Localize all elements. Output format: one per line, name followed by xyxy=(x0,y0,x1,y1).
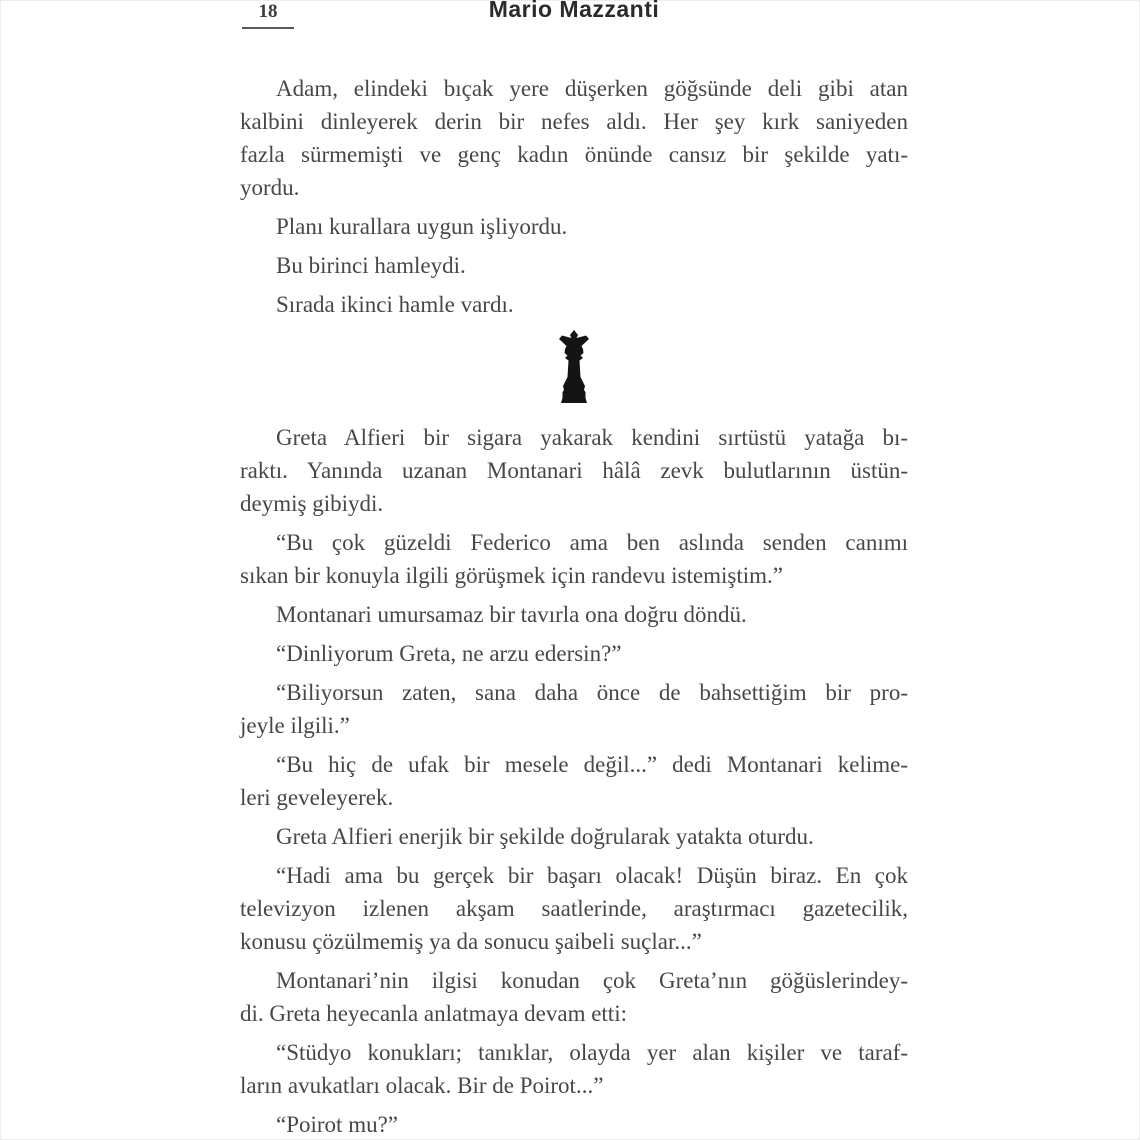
text-line: konusu çözülmemiş ya da sonucu şaibeli suçlar...” xyxy=(240,929,702,954)
text-line: sıkan bir konuyla ilgili görüşmek için randevu istemiştim.” xyxy=(240,563,783,588)
text-line: Bu birinci hamleydi. xyxy=(276,253,466,278)
paragraph xyxy=(240,526,908,592)
page-text xyxy=(240,72,908,1140)
text-line: fazla sürmemişti ve genç kadın önünde cansız bir şekilde yatı- xyxy=(240,142,908,167)
paragraph xyxy=(240,1108,908,1140)
text-line: raktı. Yanında uzanan Montanari hâlâ zevk bulutlarının üstün- xyxy=(240,458,908,483)
paragraph xyxy=(240,598,908,631)
paragraph xyxy=(240,964,908,1030)
paragraph xyxy=(240,748,908,814)
paragraph xyxy=(240,676,908,742)
text-line: “Stüdyo konukları; tanıklar, olayda yer alan kişiler ve taraf- xyxy=(276,1040,908,1065)
chess-queen-icon xyxy=(552,329,596,405)
text-line: “Poirot mu?” xyxy=(276,1112,398,1137)
section-break-ornament xyxy=(240,329,908,405)
text-line: deymiş gibiydi. xyxy=(240,491,384,516)
paragraph xyxy=(240,249,908,282)
text-line: jeyle ilgili.” xyxy=(240,713,350,738)
text-line: “Biliyorsun zaten, sana daha önce de bahsettiğim bir pro- xyxy=(276,680,908,705)
text-line: “Bu hiç de ufak bir mesele değil...” dedi Montanari kelime- xyxy=(276,752,908,777)
narrative-bottom xyxy=(240,421,908,1140)
text-line: yordu. xyxy=(240,175,300,200)
running-title: Mario Mazzanti xyxy=(488,0,660,22)
text-line: kalbini dinleyerek derin bir nefes aldı. Her şey kırk saniyeden xyxy=(240,109,908,134)
text-line: Greta Alfieri bir sigara yakarak kendini sırtüstü yatağa bı- xyxy=(276,425,908,450)
paragraph xyxy=(240,288,908,321)
page-number: 18 xyxy=(242,1,294,29)
text-line: Planı kurallara uygun işliyordu. xyxy=(276,214,568,239)
text-line: “Dinliyorum Greta, ne arzu edersin?” xyxy=(276,641,622,666)
text-line: di. Greta heyecanla anlatmaya devam etti: xyxy=(240,1001,627,1026)
text-line: Sırada ikinci hamle vardı. xyxy=(276,292,514,317)
text-line: Greta Alfieri enerjik bir şekilde doğrularak yatakta oturdu. xyxy=(276,824,814,849)
paragraph xyxy=(240,72,908,204)
text-line: televizyon izlenen akşam saatlerinde, araştırmacı gazetecilik, xyxy=(240,896,908,921)
text-line: “Hadi ama bu gerçek bir başarı olacak! Düşün biraz. En çok xyxy=(276,863,908,888)
text-line: Montanari umursamaz bir tavırla ona doğru döndü. xyxy=(276,602,747,627)
paragraph xyxy=(240,1036,908,1102)
paragraph xyxy=(240,859,908,958)
paragraph xyxy=(240,421,908,520)
text-line: ların avukatları olacak. Bir de Poirot...” xyxy=(240,1073,604,1098)
paragraph xyxy=(240,637,908,670)
paragraph xyxy=(240,820,908,853)
text-line: “Bu çok güzeldi Federico ama ben aslında senden canımı xyxy=(276,530,908,555)
text-line: Montanari’nin ilgisi konudan çok Greta’nın göğüslerindey- xyxy=(276,968,908,993)
narrative-top xyxy=(240,72,908,321)
text-line: leri geveleyerek. xyxy=(240,785,394,810)
paragraph xyxy=(240,210,908,243)
text-line: Adam, elindeki bıçak yere düşerken göğsünde deli gibi atan xyxy=(276,76,908,101)
